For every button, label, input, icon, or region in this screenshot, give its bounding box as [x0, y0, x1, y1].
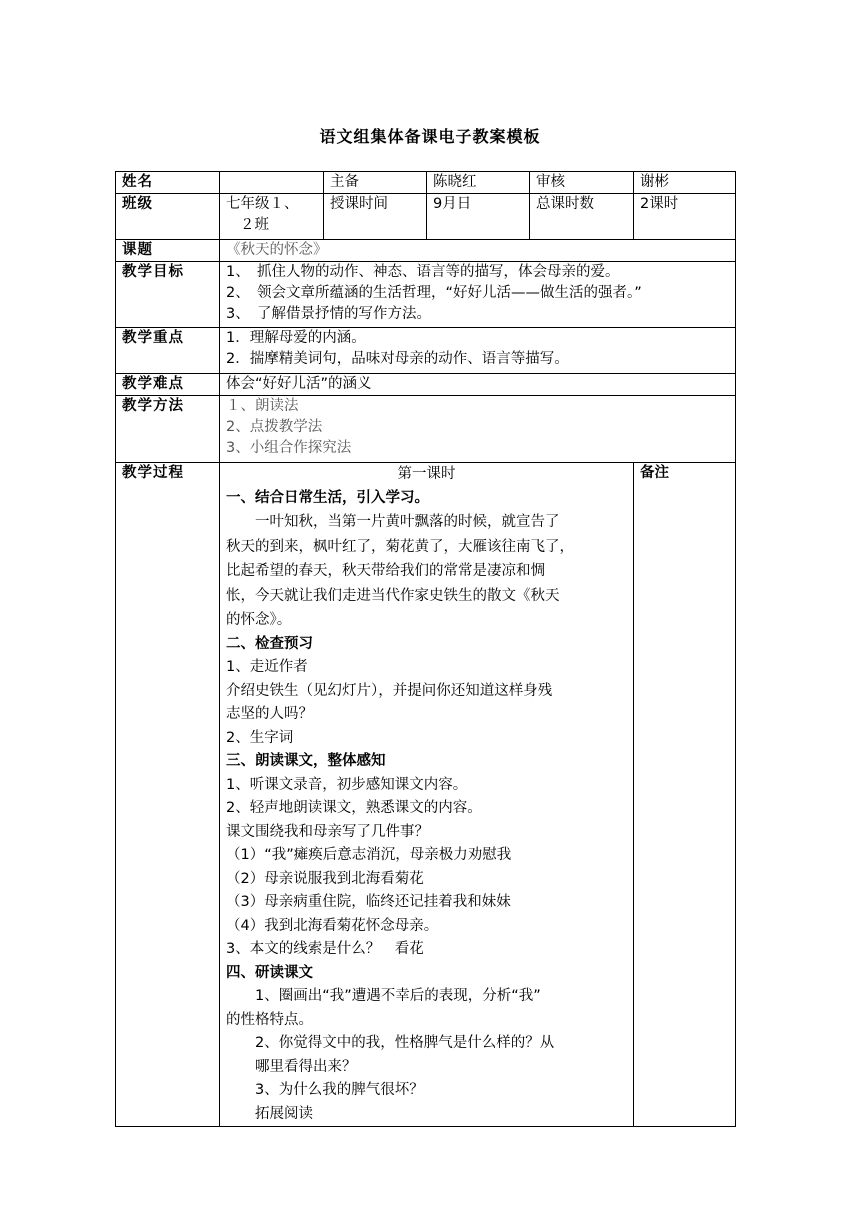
section-3-line: （2）母亲说服我到北海看菊花 — [226, 870, 424, 887]
time-label: 授课时间 — [324, 194, 427, 240]
method-item: 2、点拨教学法 — [226, 419, 323, 435]
focus-label: 教学重点 — [116, 328, 220, 374]
goal-item: 3、 了解借景抒情的写作方法。 — [226, 306, 431, 322]
section-4-question-cont: 的性格特点。 — [226, 1011, 313, 1028]
section-2-line: 1、走近作者 — [226, 659, 308, 675]
difficulty-value: 体会“好好儿活”的涵义 — [220, 374, 736, 396]
section-1-body — [226, 510, 627, 633]
method-item: 3、小组合作探究法 — [226, 440, 352, 456]
section-1-line: 秋天的到来，枫叶红了，菊花黄了，大雁该往南飞了， — [226, 538, 574, 555]
goals-list — [220, 262, 736, 328]
hours-value: 2课时 — [634, 194, 736, 240]
section-4-question-cont: 哪里看得出来？ — [255, 1058, 357, 1075]
section-4-body — [226, 985, 627, 1126]
section-3-line: （3）母亲病重住院，临终还记挂着我和妹妹 — [226, 894, 511, 910]
row-difficulty — [116, 374, 736, 396]
notes-label: 备注 — [634, 463, 736, 1127]
topic-label: 课题 — [116, 240, 220, 262]
lead-value: 陈晓红 — [427, 172, 530, 194]
section-3-title: 三、朗读课文，整体感知 — [226, 753, 386, 769]
section-3-line: 1、听课文录音，初步感知课文内容。 — [226, 776, 468, 793]
section-2-line: 2、生字词 — [226, 729, 294, 746]
goal-item: 1、 抓住人物的动作、神态、语言等的描写，体会母亲的爱。 — [226, 264, 620, 280]
row-methods — [116, 396, 736, 463]
document-title: 语文组集体备课电子教案模板 — [319, 127, 541, 146]
lead-label: 主备 — [324, 172, 427, 194]
extended-reading: 拓展阅读 — [255, 1105, 313, 1122]
name-label: 姓名 — [116, 172, 220, 194]
focus-item: 2．揣摩精美词句，品味对母亲的动作、语言等描写。 — [226, 351, 569, 367]
process-content — [220, 463, 634, 1127]
focus-item: 1．理解母爱的内涵。 — [226, 330, 366, 346]
name-value — [220, 172, 324, 194]
section-1-line: 怅，今天就让我们走进当代作家史铁生的散文《秋天 — [226, 587, 560, 604]
row-goals — [116, 262, 736, 328]
time-value: 9月日 — [427, 194, 530, 240]
class-value-line-2: ２班 — [240, 217, 269, 233]
row-class — [116, 194, 736, 240]
section-1-line: 比起希望的春天，秋天带给我们的常常是凄凉和惆 — [226, 563, 545, 579]
methods-list — [220, 396, 736, 463]
hours-label: 总课时数 — [530, 194, 634, 240]
section-4-title: 四、研读课文 — [226, 964, 313, 981]
topic-value: 《秋天的怀念》 — [220, 240, 736, 262]
section-3-body — [226, 774, 627, 962]
class-value — [220, 194, 324, 240]
section-3-line: （1）“我”瘫痪后意志消沉，母亲极力劝慰我 — [226, 847, 512, 863]
process-label: 教学过程 — [116, 463, 220, 1127]
row-topic — [116, 240, 736, 262]
methods-label: 教学方法 — [116, 396, 220, 463]
section-3-line: 2、轻声地朗读课文，熟悉课文的内容。 — [226, 800, 482, 816]
section-1-title: 一、结合日常生活，引入学习。 — [226, 489, 429, 506]
lesson-plan-table — [115, 171, 736, 1127]
difficulty-label: 教学难点 — [116, 374, 220, 396]
section-4-question: 1、圈画出“我”遭遇不幸后的表现，分析“我” — [255, 988, 541, 1004]
section-2-line: 介绍史铁生（见幻灯片），并提问你还知道这样身残 — [226, 682, 553, 699]
row-name — [116, 172, 736, 194]
goals-label: 教学目标 — [116, 262, 220, 328]
section-3-line: 课文围绕我和母亲写了几件事？ — [226, 823, 429, 840]
section-1-line: 一叶知秋，当第一片黄叶飘落的时候，就宣告了 — [255, 514, 560, 530]
goal-item: 2、 领会文章所蕴涵的生活哲理，“好好儿活——做生活的强者。” — [226, 285, 642, 301]
section-4-question: 2、你觉得文中的我，性格脾气是什么样的？从 — [255, 1035, 555, 1051]
section-2-line: 志坚的人吗？ — [226, 706, 313, 722]
method-item: １、朗读法 — [226, 398, 299, 414]
section-3-line: 3、本文的线索是什么？ 看花 — [226, 941, 424, 957]
section-2-body — [226, 656, 627, 750]
review-value: 谢彬 — [634, 172, 736, 194]
section-4-question: 3、为什么我的脾气很坏？ — [255, 1082, 424, 1098]
row-focus — [116, 328, 736, 374]
section-1-line: 的怀念》。 — [226, 612, 292, 628]
focus-list — [220, 328, 736, 374]
section-2-title: 二、检查预习 — [226, 635, 313, 652]
review-label: 审核 — [530, 172, 634, 194]
class-value-line-1: 七年级１、 — [226, 196, 299, 212]
class-label: 班级 — [116, 194, 220, 240]
section-3-line: （4）我到北海看菊花怀念母亲。 — [226, 917, 439, 934]
row-process — [116, 463, 736, 1127]
lesson-title: 第一课时 — [397, 466, 456, 482]
